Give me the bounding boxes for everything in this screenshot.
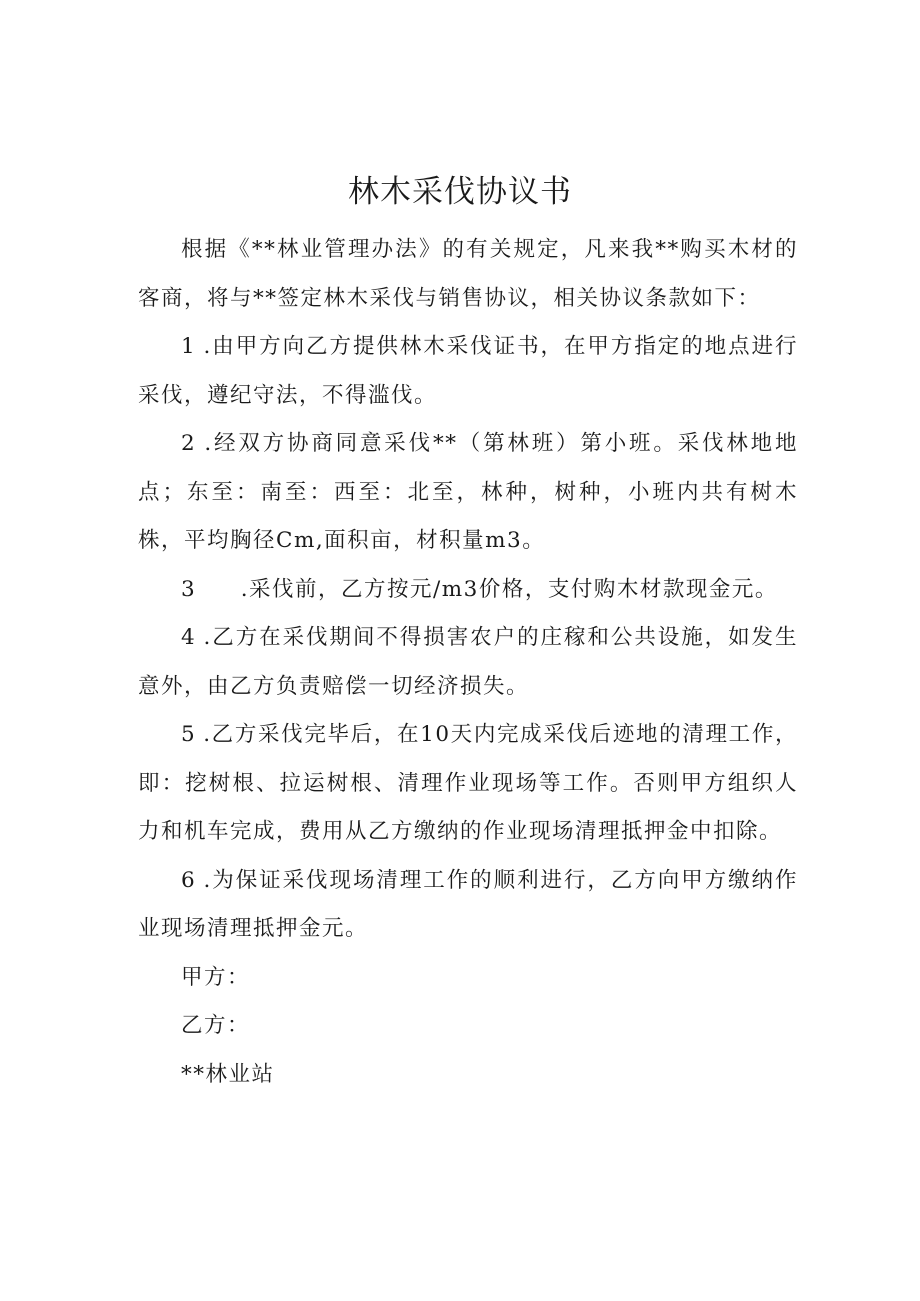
clause-number: 1 (181, 334, 195, 359)
party-b-signature: 乙方： (181, 1013, 251, 1038)
clause-number: 2 (181, 431, 195, 456)
clause-2 (138, 420, 798, 566)
clause-text: .采伐前，乙方按元/m3价格，支付购木材款现金元。 (240, 576, 778, 602)
clause-1 (138, 323, 798, 420)
forestry-station-signature: **林业站 (181, 1061, 275, 1087)
clause-6 (138, 857, 798, 954)
document-body (138, 226, 798, 1099)
clause-text: .由甲方向乙方提供林木采伐证书，在甲方指定的地点进行采伐，遵纪守法，不得滥伐。 (138, 334, 798, 408)
clause-text: .为保证采伐现场清理工作的顺利进行，乙方向甲方缴纳作业现场清理抵押金元。 (138, 867, 798, 941)
clause-4 (138, 614, 798, 711)
clause-text: .经双方协商同意采伐**（第林班）第小班。采伐林地地点；东至：南至：西至：北至，林种，树种，小班内共有树木株，平均胸径Cm,面积亩，材积量m3。 (138, 431, 798, 553)
document-title: 林木采伐协议书 (348, 174, 572, 210)
clause-number: 3 (181, 576, 195, 602)
clause-number: 5 (181, 722, 195, 747)
clause-text: .乙方在采伐期间不得损害农户的庄稼和公共设施，如发生意外，由乙方负责赔偿一切经济损失。 (138, 625, 798, 699)
clause-number: 6 (181, 867, 195, 893)
party-a-signature: 甲方： (181, 964, 251, 990)
clause-5 (138, 711, 798, 857)
clause-number: 4 (181, 625, 195, 650)
clause-3 (138, 566, 798, 615)
intro-paragraph: 根据《**林业管理办法》的有关规定，凡来我**购买木材的客商，将与**签定林木采伐与销售协议，相关协议条款如下： (138, 237, 798, 311)
clause-text: .乙方采伐完毕后，在10天内完成采伐后迹地的清理工作，即：挖树根、拉运树根、清理作业现场等工作。否则甲方组织人力和机车完成，费用从乙方缴纳的作业现场清理抵押金中扣除。 (138, 722, 798, 844)
